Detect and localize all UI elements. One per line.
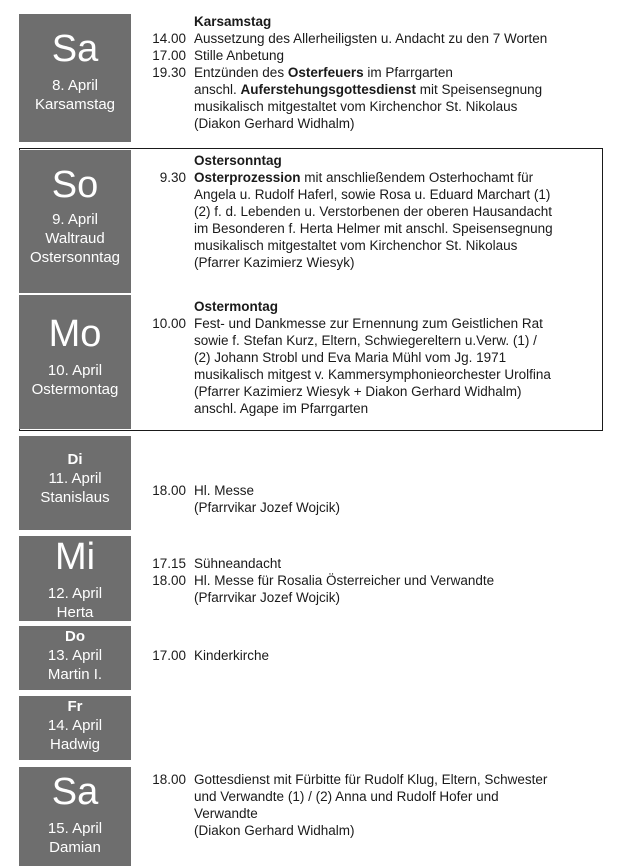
event-row (146, 771, 606, 788)
text-part: Entzünden des (194, 65, 288, 80)
events-di-11 (146, 482, 606, 516)
event-row (146, 30, 606, 47)
day-name: Hadwig (49, 736, 101, 753)
event-text: (Pfarrer Kazimierz Wiesyk + Diakon Gerhard Widhalm) (194, 384, 522, 399)
event-text: (Pfarrer Kazimierz Wiesyk) (194, 255, 355, 270)
event-row (146, 647, 606, 664)
day-date: 10. April (47, 362, 103, 379)
event-row (146, 47, 606, 64)
text-part: mit Speisensegnung (416, 82, 543, 97)
event-text: Fest- und Dankmesse zur Ernennung zum Geistlichen Rat (194, 316, 543, 331)
event-row (146, 315, 606, 332)
day-name: Karsamstag (34, 96, 116, 113)
event-time: 18.00 (152, 483, 186, 498)
day-abbr: Do (65, 628, 85, 645)
day-box-so-9 (19, 150, 131, 293)
event-text: (2) f. d. Lebenden u. Verstorbenen der oberen Hausandacht (194, 204, 553, 219)
event-text: Hl. Messe (194, 483, 255, 498)
day-date: 11. April (48, 470, 102, 487)
event-text: (2) Johann Strobl und Eva Maria Mühl vom Jg. 1971 (194, 350, 507, 365)
day-date: 15. April (47, 820, 103, 837)
event-row (146, 64, 606, 81)
day-box-sa-8 (19, 14, 131, 142)
event-text: sowie f. Stefan Kurz, Eltern, Schwiegereltern u.Verw. (1) / (194, 333, 537, 348)
day-feast: Ostersonntag (29, 249, 121, 266)
text-bold: Osterfeuers (287, 65, 364, 80)
event-time: 17.00 (152, 48, 186, 63)
events-mi-12 (146, 555, 606, 606)
event-row (146, 589, 606, 606)
day-name: Ostermontag (31, 381, 119, 398)
day-box-di-11 (19, 436, 131, 530)
events-sa-8 (146, 13, 606, 132)
event-row (146, 81, 606, 98)
event-row (146, 332, 606, 349)
event-row (146, 400, 606, 417)
event-row (146, 572, 606, 589)
day-box-mo-10 (19, 295, 131, 429)
day-box-sa-15 (19, 767, 131, 866)
event-text: musikalisch mitgest v. Kammersymphonieorchester Urolfina (194, 367, 551, 382)
text-part: im Pfarrgarten (363, 65, 453, 80)
event-time: 17.15 (152, 556, 186, 571)
event-text: Angela u. Rudolf Haferl, sowie Rosa u. Eduard Marchart (1) (194, 187, 551, 202)
event-row (146, 169, 606, 186)
day-name: Damian (49, 839, 101, 856)
day-abbr: So (51, 164, 99, 206)
event-text: Verwandte (194, 806, 258, 821)
event-text: Gottesdienst mit Fürbitte für Rudolf Klug, Eltern, Schwester (194, 772, 548, 787)
day-abbr: Fr (67, 698, 83, 715)
event-row (146, 805, 606, 822)
day-box-mi-12 (19, 536, 131, 621)
events-so-9 (146, 152, 606, 271)
event-row (146, 254, 606, 271)
event-heading: Ostersonntag (194, 153, 282, 168)
event-time: 18.00 (152, 772, 186, 787)
text-part: mit anschließendem Osterhochamt für (300, 170, 534, 185)
event-row (146, 555, 606, 572)
day-date: 8. April (52, 77, 98, 94)
day-abbr: Mo (48, 313, 102, 355)
day-date: 9. April (52, 211, 98, 228)
day-name: Waltraud (45, 230, 105, 247)
day-name: Martin I. (47, 666, 103, 683)
event-row (146, 98, 606, 115)
event-text (194, 169, 606, 186)
event-text: anschl. Agape im Pfarrgarten (194, 401, 369, 416)
day-abbr: Sa (51, 28, 99, 70)
event-text: musikalisch mitgestaltet vom Kirchenchor St. Nikolaus (194, 238, 518, 253)
day-abbr: Di (67, 451, 83, 468)
event-text: und Verwandte (1) / (2) Anna und Rudolf Hofer und (194, 789, 499, 804)
event-time: 19.30 (152, 65, 186, 80)
text-bold: Auferstehungsgottesdienst (240, 82, 417, 97)
text-bold: Osterprozession (194, 170, 301, 185)
event-text: Sühneandacht (194, 556, 282, 571)
day-date: 12. April (47, 585, 103, 602)
event-text: im Besonderen f. Herta Helmer mit anschl. Speisensegnung (194, 221, 553, 236)
event-row (146, 220, 606, 237)
event-text: (Pfarrvikar Jozef Wojcik) (194, 500, 341, 515)
event-row (146, 788, 606, 805)
event-time: 10.00 (152, 316, 186, 331)
event-row (146, 186, 606, 203)
day-abbr: Mi (54, 536, 96, 578)
event-text (194, 64, 606, 81)
text-part: anschl. (194, 82, 241, 97)
event-text: musikalisch mitgestaltet vom Kirchenchor St. Nikolaus (194, 99, 518, 114)
event-row (146, 349, 606, 366)
day-box-do-13 (19, 626, 131, 690)
event-text: Kinderkirche (194, 648, 270, 663)
event-text: Aussetzung des Allerheiligsten u. Andacht zu den 7 Worten (194, 31, 548, 46)
event-text: Stille Anbetung (194, 48, 285, 63)
event-time: 14.00 (152, 31, 186, 46)
event-row (146, 203, 606, 220)
day-date: 14. April (47, 717, 103, 734)
day-name: Stanislaus (40, 489, 110, 506)
event-row (146, 237, 606, 254)
event-heading: Ostermontag (194, 299, 279, 314)
day-box-fr-14 (19, 696, 131, 760)
event-text: (Diakon Gerhard Widhalm) (194, 823, 355, 838)
day-date: 13. April (47, 647, 103, 664)
event-text (194, 81, 606, 98)
event-text: (Pfarrvikar Jozef Wojcik) (194, 590, 341, 605)
event-text: (Diakon Gerhard Widhalm) (194, 116, 355, 131)
event-time: 9.30 (159, 170, 186, 185)
event-row (146, 383, 606, 400)
events-mo-10 (146, 298, 606, 417)
events-sa-15 (146, 771, 606, 839)
event-text: Hl. Messe für Rosalia Österreicher und Verwandte (194, 573, 495, 588)
event-time: 17.00 (152, 648, 186, 663)
day-name: Herta (56, 604, 94, 621)
event-row (146, 366, 606, 383)
event-row (146, 499, 606, 516)
day-abbr: Sa (51, 771, 99, 813)
event-row (146, 115, 606, 132)
event-row (146, 482, 606, 499)
events-do-13 (146, 647, 606, 664)
event-time: 18.00 (152, 573, 186, 588)
event-row (146, 822, 606, 839)
event-heading: Karsamstag (194, 14, 272, 29)
